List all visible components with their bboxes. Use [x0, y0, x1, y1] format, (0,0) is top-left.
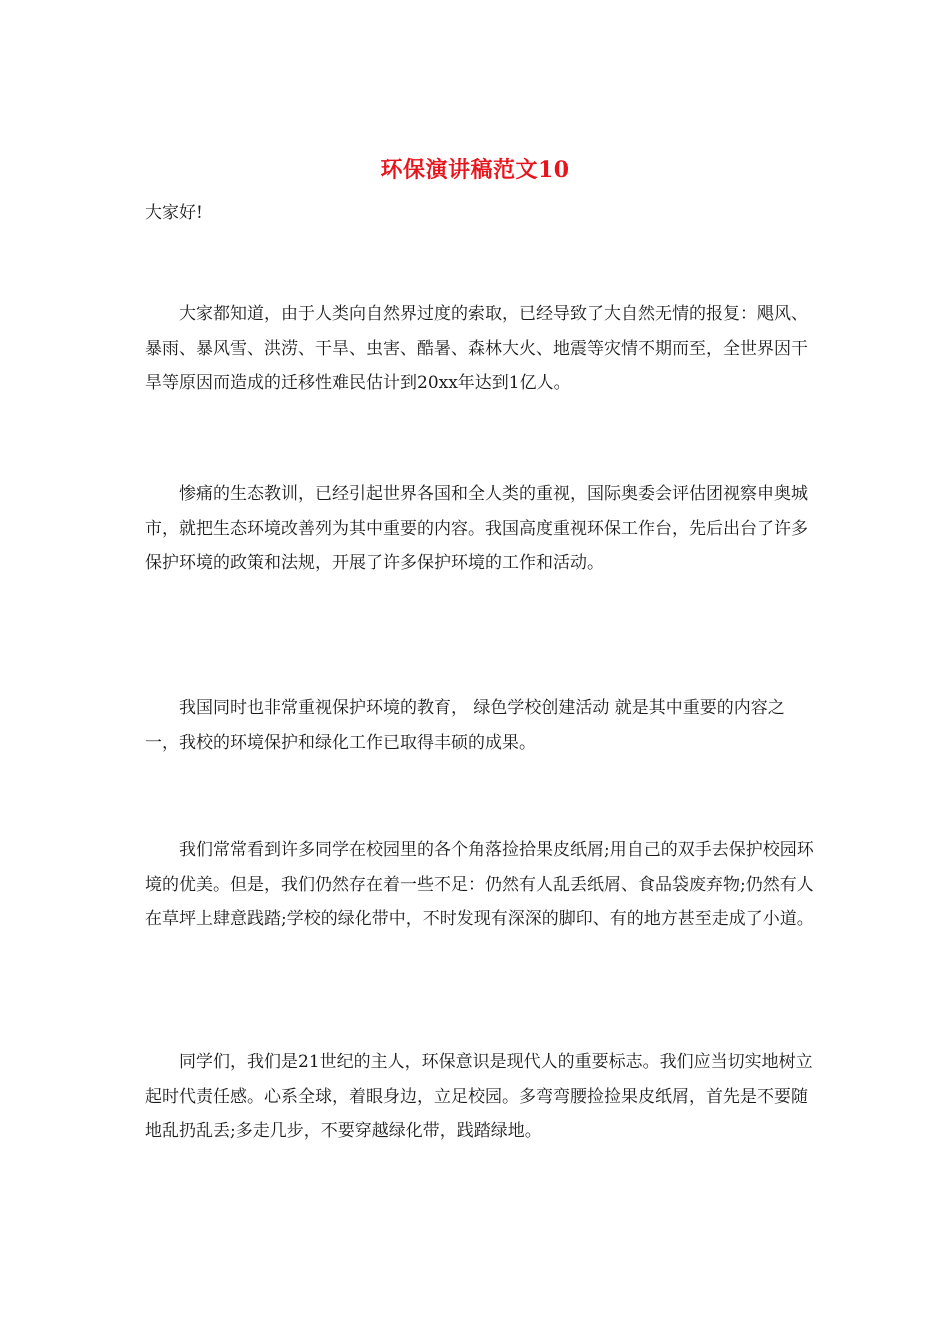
paragraph-3: 我国同时也非常重视保护环境的教育， 绿色学校创建活动 就是其中重要的内容之一，我校的环境保护和绿化工作已取得丰硕的成果。 [145, 698, 785, 753]
greeting-text: 大家好! [145, 203, 203, 223]
paragraph-1: 大家都知道，由于人类向自然界过度的索取，已经导致了大自然无情的报复：飓风、暴雨、暴风雪、洪涝、干旱、虫害、酷暑、森林大火、地震等灾情不期而至，全世界因干旱等原因而造成的迁移性难民估计到20xx年达到1亿人。 [145, 304, 808, 393]
paragraph-2: 惨痛的生态教训，已经引起世界各国和全人类的重视，国际奥委会评估团视察申奥城市，就把生态环境改善列为其中重要的内容。我国高度重视环保工作台，先后出台了许多保护环境的政策和法规，开展了许多保护环境的工作和活动。 [145, 484, 808, 573]
page-title: 环保演讲稿范文10 [380, 157, 570, 183]
paragraph-5: 同学们，我们是21世纪的主人，环保意识是现代人的重要标志。我们应当切实地树立起时代责任感。心系全球，着眼身边，立足校园。多弯弯腰捡捡果皮纸屑，首先是不要随地乱扔乱丢;多走几步，不要穿越绿化带，践踏绿地。 [145, 1052, 813, 1141]
paragraph-4: 我们常常看到许多同学在校园里的各个角落捡拾果皮纸屑;用自己的双手去保护校园环境的优美。但是，我们仍然存在着一些不足：仍然有人乱丢纸屑、食品袋废弃物;仍然有人在草坪上肆意践踏;学校的绿化带中，不时发现有深深的脚印、有的地方甚至走成了小道。 [145, 840, 814, 929]
